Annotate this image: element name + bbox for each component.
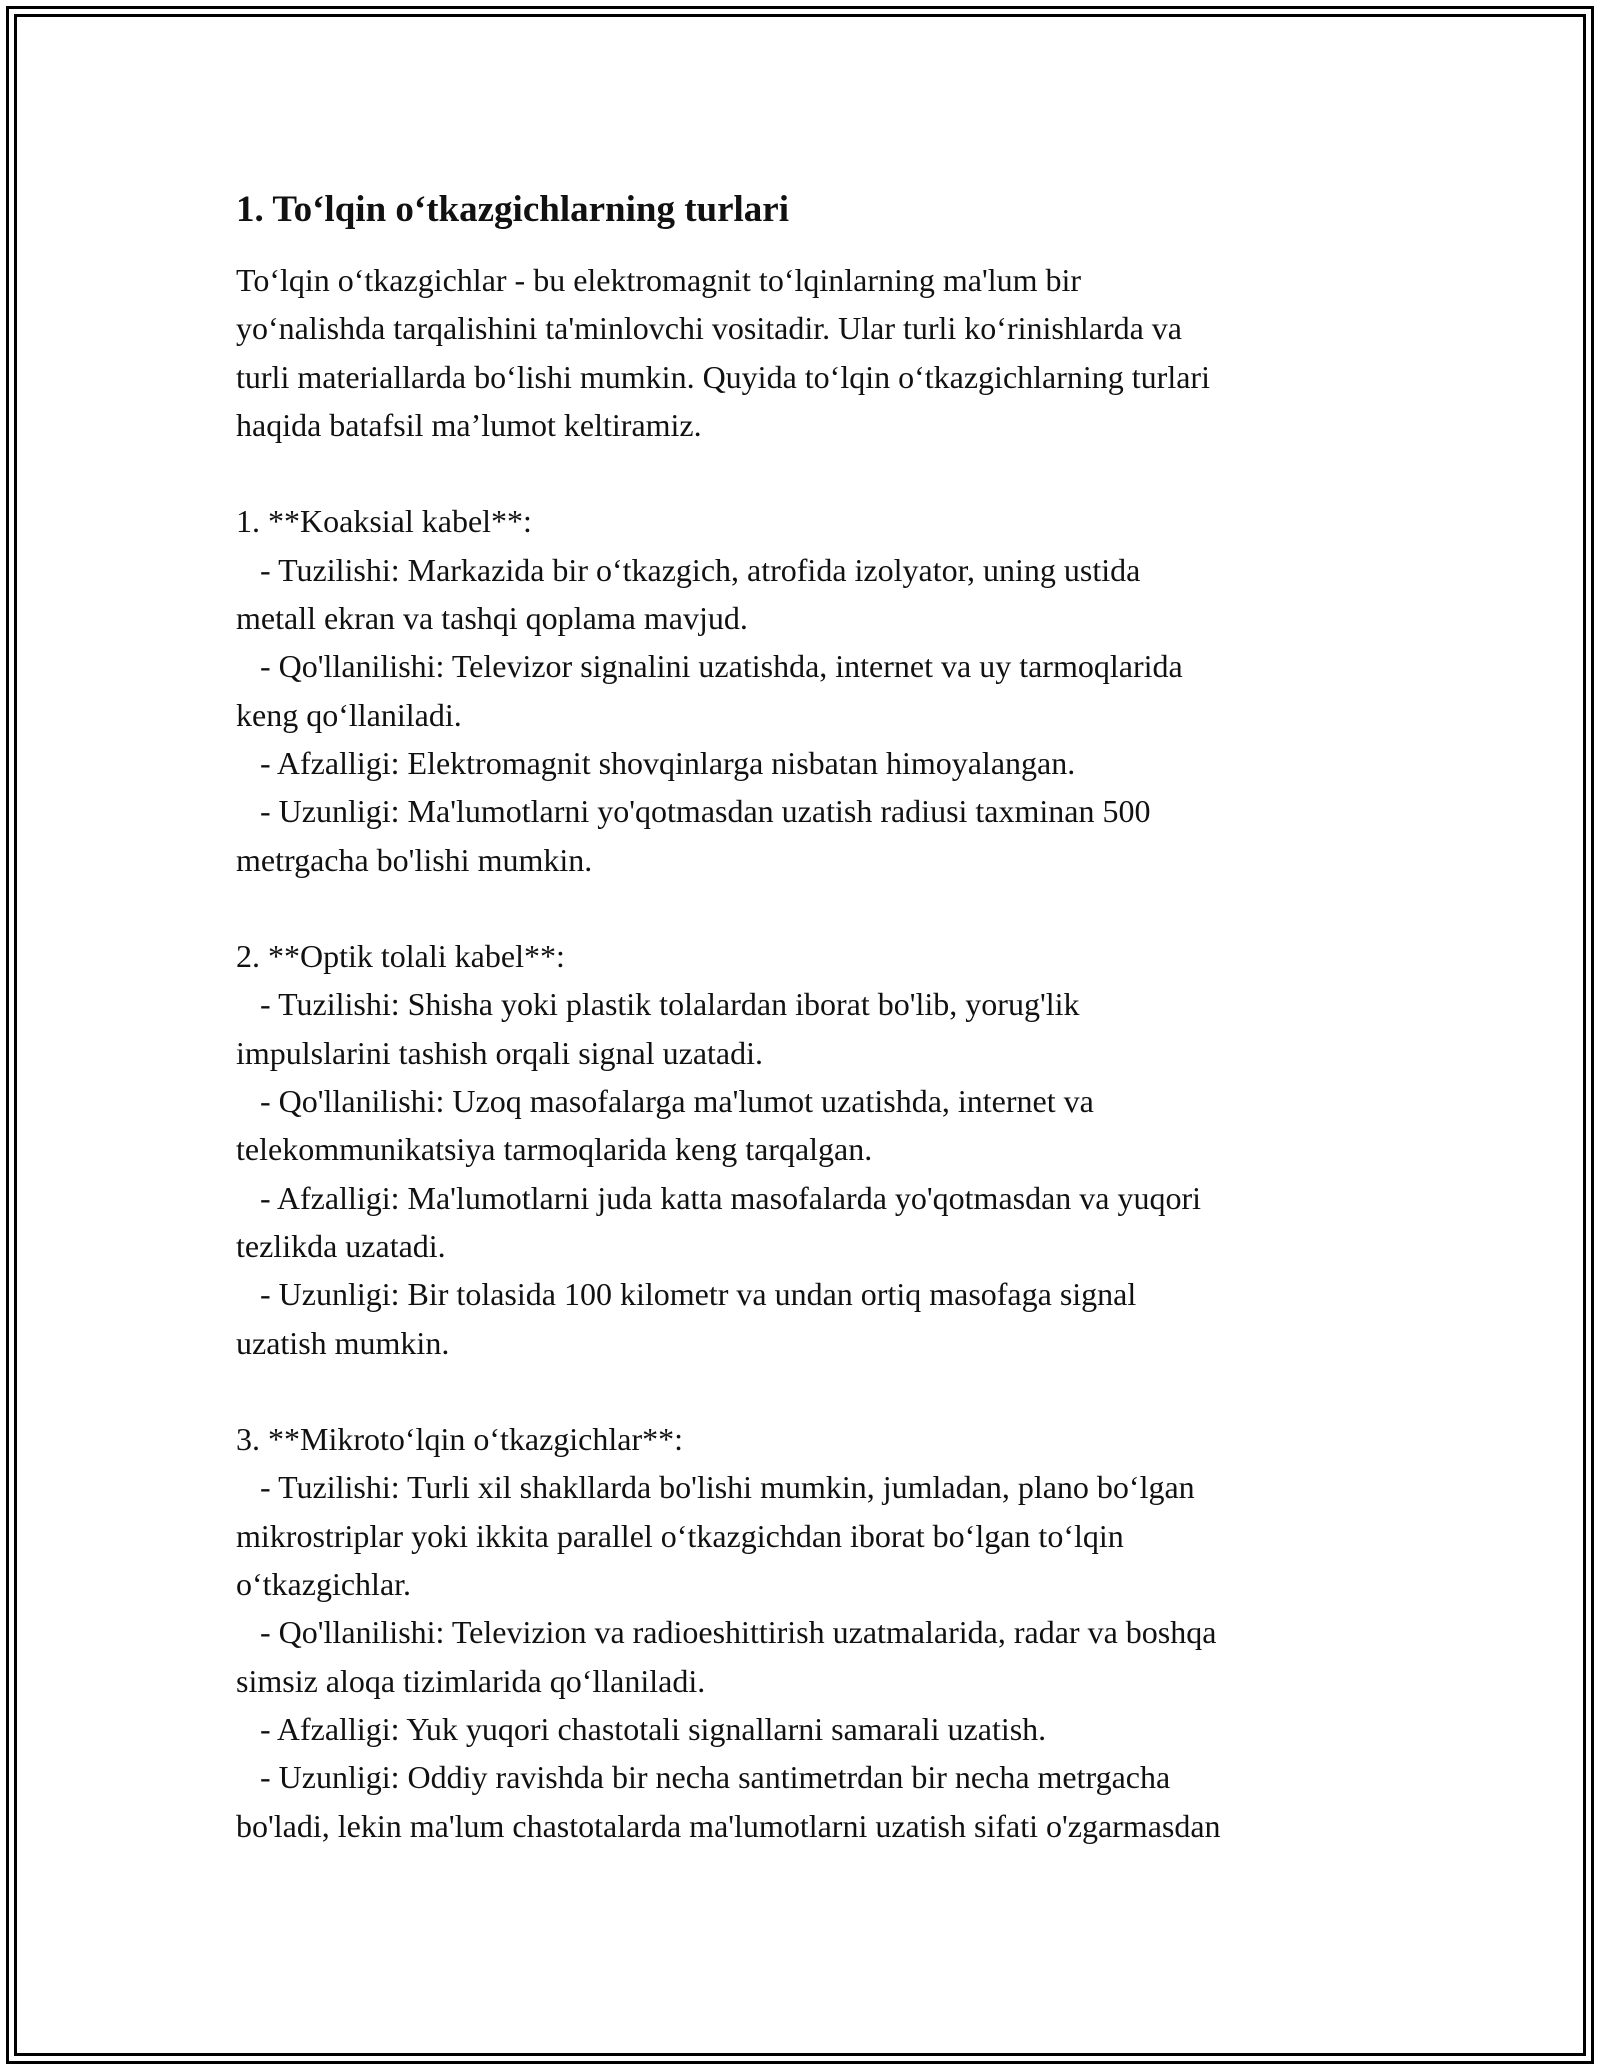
section-line: - Afzalligi: Yuk yuqori chastotali signallarni samarali uzatish. (236, 1710, 1047, 1747)
section-line: metrgacha bo'lishi mumkin. (236, 841, 593, 878)
section-heading: 3. **Mikroto‘lqin o‘tkazgichlar**: (236, 1421, 684, 1458)
intro-paragraph (236, 256, 1386, 449)
section-line: - Tuzilishi: Markazida bir o‘tkazgich, atrofida izolyator, uning ustida (236, 551, 1141, 588)
section-line: metall ekran va tashqi qoplama mavjud. (236, 600, 748, 637)
section-optical-fiber-cable (236, 932, 1386, 1367)
spacer (236, 449, 1386, 497)
intro-line: To‘lqin o‘tkazgichlar - bu elektromagnit to‘lqinlarning ma'lum bir (236, 262, 1082, 298)
section-line: - Uzunligi: Oddiy ravishda bir necha santimetrdan bir necha metrgacha (236, 1759, 1171, 1796)
section-microwave-waveguides (236, 1415, 1386, 1850)
spacer (236, 1367, 1386, 1415)
section-line: simsiz aloqa tizimlarida qo‘llaniladi. (236, 1662, 706, 1699)
section-line: uzatish mumkin. (236, 1324, 450, 1361)
section-line: - Tuzilishi: Shisha yoki plastik tolalardan iborat bo'lib, yorug'lik (236, 986, 1080, 1023)
section-line: - Qo'llanilishi: Televizor signalini uzatishda, internet va uy tarmoqlarida (236, 648, 1183, 685)
intro-line: yo‘nalishda tarqalishini ta'minlovchi vositadir. Ular turli ko‘rinishlarda va (236, 310, 1182, 347)
section-line: - Afzalligi: Ma'lumotlarni juda katta masofalarda yo'qotmasdan va yuqori (236, 1179, 1202, 1216)
section-heading: 2. **Optik tolali kabel**: (236, 938, 565, 975)
section-line: - Qo'llanilishi: Televizion va radioeshittirish uzatmalarida, radar va boshqa (236, 1614, 1217, 1651)
document-body (236, 186, 1386, 1850)
intro-line: haqida batafsil ma’lumot keltiramiz. (236, 406, 702, 443)
section-line: tezlikda uzatadi. (236, 1227, 446, 1264)
section-coaxial-cable (236, 497, 1386, 883)
section-line: keng qo‘llaniladi. (236, 696, 462, 733)
section-line: - Uzunligi: Bir tolasida 100 kilometr va undan ortiq masofaga signal (236, 1276, 1137, 1313)
section-line: mikrostriplar yoki ikkita parallel o‘tkazgichdan iborat bo‘lgan to‘lqin (236, 1517, 1124, 1554)
spacer (236, 884, 1386, 932)
section-line: impulslarini tashish orqali signal uzatadi. (236, 1034, 764, 1071)
section-line: - Qo'llanilishi: Uzoq masofalarga ma'lumot uzatishda, internet va (236, 1083, 1094, 1120)
section-line: o‘tkazgichlar. (236, 1566, 412, 1603)
section-line: - Tuzilishi: Turli xil shakllarda bo'lishi mumkin, jumladan, plano bo‘lgan (236, 1469, 1195, 1506)
intro-line: turli materiallarda bo‘lishi mumkin. Quyida to‘lqin o‘tkazgichlarning turlari (236, 358, 1210, 395)
section-line: - Uzunligi: Ma'lumotlarni yo'qotmasdan uzatish radiusi taxminan 500 (236, 793, 1151, 830)
section-line: bo'ladi, lekin ma'lum chastotalarda ma'lumotlarni uzatish sifati o'zgarmasdan (236, 1807, 1221, 1844)
section-heading: 1. **Koaksial kabel**: (236, 503, 532, 540)
section-line: - Afzalligi: Elektromagnit shovqinlarga nisbatan himoyalangan. (236, 744, 1076, 781)
section-line: telekommunikatsiya tarmoqlarida keng tarqalgan. (236, 1131, 873, 1168)
document-title: 1. To‘lqin o‘tkazgichlarning turlari (236, 189, 790, 230)
